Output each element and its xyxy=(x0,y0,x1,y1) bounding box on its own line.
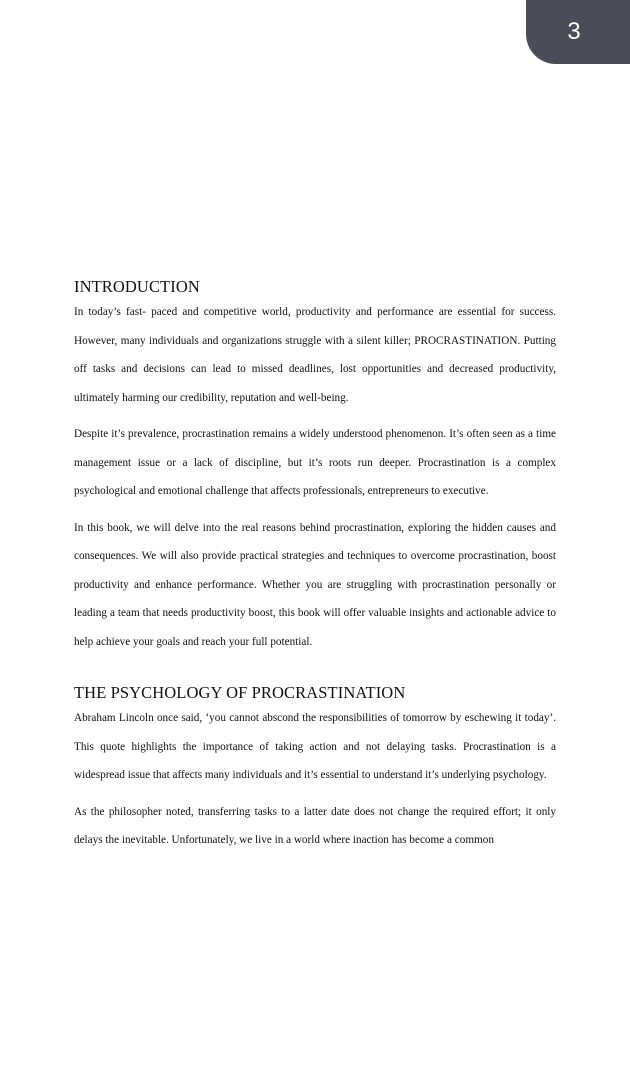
paragraph: As the philosopher noted, transferring tasks to a latter date does not change the required effort; it only delays the inevitable. Unfortunately, we live in a world where inaction has become a common xyxy=(74,805,556,846)
document-body xyxy=(74,276,556,855)
page-number: 3 xyxy=(567,18,581,45)
paragraph: Despite it’s prevalence, procrastination remains a widely understood phenomenon. It’s often seen as a time management issue or a lack of discipline, but it’s roots run deeper. Procrastination is a complex psychological and emotional challenge that affects professionals, entrepreneurs to executive. xyxy=(74,428,556,497)
paragraph: In this book, we will delve into the real reasons behind procrastination, exploring the hidden causes and consequences. We will also provide practical strategies and techniques to overcome procrastination, boost productivity and enhance performance. Whether you are struggling with procrastination personally or leading a team that needs productivity boost, this book will offer valuable insights and actionable advice to help achieve your goals and reach your full potential. xyxy=(74,521,556,648)
section-heading-psychology: THE PSYCHOLOGY OF PROCRASTINATION xyxy=(74,683,406,702)
page-number-badge xyxy=(526,0,630,64)
paragraph: In today’s fast- paced and competitive world, productivity and performance are essential for success. However, many individuals and organizations struggle with a silent killer; PROCRASTINATION. Putting off tasks and decisions can lead to missed deadlines, lost opportunities and decreased productivity, ultimately harming our credibility, reputation and well-being. xyxy=(74,306,556,404)
paragraph: Abraham Lincoln once said, ‘you cannot abscond the responsibilities of tomorrow by eschewing it today’. This quote highlights the importance of taking action and not delaying tasks. Procrastination is a widespread issue that affects many individuals and it’s essential to understand it’s underlying psychology. xyxy=(74,712,556,781)
section-heading-introduction: INTRODUCTION xyxy=(74,277,200,296)
